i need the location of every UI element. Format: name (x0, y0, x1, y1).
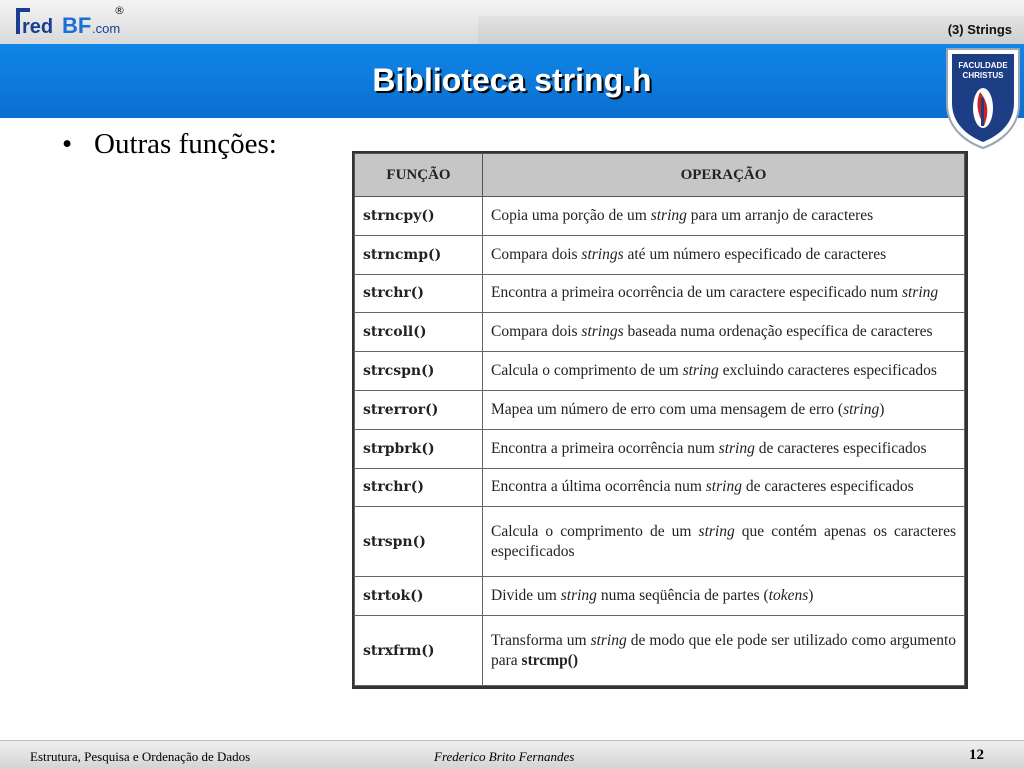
functions-table-container (352, 151, 968, 689)
function-name-cell: strcspn() (355, 352, 483, 391)
function-name-cell: strtok() (355, 577, 483, 616)
title-band (0, 44, 1024, 118)
top-header-strip (0, 0, 1024, 45)
fredbf-logo-graphic (14, 6, 126, 40)
operation-text-segment: Encontra a primeira ocorrência de um caractere especificado num (491, 284, 902, 302)
operation-description-cell (483, 352, 965, 391)
section-header-bar (478, 16, 1024, 44)
operation-description-cell (483, 468, 965, 507)
operation-text-segment: string (698, 522, 735, 540)
footer-course-title: Estrutura, Pesquisa e Ordenação de Dados (30, 749, 251, 764)
table-row (355, 507, 965, 577)
table-row (355, 274, 965, 313)
table-row (355, 468, 965, 507)
table-header-row (355, 154, 965, 197)
operation-text-segment: strcmp() (521, 651, 579, 669)
operation-text-segment: de modo que ele pode ser utilizado como argumento para (491, 631, 956, 669)
operation-description-cell (483, 390, 965, 429)
svg-text:red: red (22, 16, 54, 38)
operation-text-segment: Calcula o comprimento de um (491, 522, 699, 540)
footer-bar (0, 740, 1024, 769)
operation-description-cell (483, 197, 965, 236)
registered-mark: ® (114, 4, 125, 17)
footer-author: Frederico Brito Fernandes (434, 749, 575, 764)
operation-description-cell (483, 616, 965, 686)
operation-description-cell (483, 313, 965, 352)
svg-text:CHRISTUS: CHRISTUS (962, 71, 1004, 80)
svg-text:BF: BF (62, 13, 92, 38)
operation-text-segment: de caracteres especificados (741, 478, 914, 496)
operation-text-segment: string (705, 478, 742, 496)
operation-text-segment: Encontra a última ocorrência num (491, 478, 706, 496)
table-row (355, 577, 965, 616)
operation-text-segment: até um número especificado de caracteres (623, 245, 887, 263)
table-row (355, 390, 965, 429)
operation-text-segment: baseada numa ordenação específica de caracteres (623, 323, 933, 341)
operation-text-segment: para um arranjo de caracteres (686, 206, 874, 224)
function-name-cell: strerror() (355, 390, 483, 429)
operation-text-segment: Calcula o comprimento de um (491, 362, 683, 380)
table-row (355, 235, 965, 274)
operation-text-segment: ) (879, 400, 885, 418)
table-row (355, 352, 965, 391)
operation-text-segment: string (560, 587, 597, 605)
functions-table (354, 153, 965, 686)
svg-text:FACULDADE: FACULDADE (958, 61, 1008, 70)
operation-text-segment: string (718, 439, 755, 457)
function-name-cell: strspn() (355, 507, 483, 577)
operation-description-cell (483, 429, 965, 468)
operation-text-segment: string (650, 206, 687, 224)
slide-title: Biblioteca string.h (372, 62, 652, 98)
section-label: (3) Strings (947, 22, 1012, 37)
column-header-operacao: OPERAÇÃO (483, 154, 965, 197)
operation-text-segment: Compara dois (491, 245, 582, 263)
operation-description-cell (483, 274, 965, 313)
table-body (355, 197, 965, 686)
operation-text-segment: string (901, 284, 939, 302)
operation-text-segment: strings (581, 323, 624, 341)
page-number: 12 (969, 747, 984, 763)
operation-text-segment: Divide um (491, 587, 561, 605)
function-name-cell: strchr() (355, 274, 483, 313)
operation-text-segment: string (843, 400, 880, 418)
bullet-outras-funcoes (62, 128, 277, 161)
operation-text-segment: tokens (768, 587, 809, 605)
table-row (355, 197, 965, 236)
operation-text-segment: Compara dois (491, 323, 582, 341)
bullet-symbol: • (62, 128, 73, 160)
operation-text-segment: Encontra a primeira ocorrência num (491, 439, 719, 457)
operation-description-cell (483, 577, 965, 616)
operation-text-segment: Transforma um (491, 631, 591, 649)
operation-text-segment: que contém apenas os caracteres especificados (491, 522, 956, 560)
operation-text-segment: Mapea um número de erro com uma mensagem de erro ( (491, 400, 844, 418)
function-name-cell: strxfrm() (355, 616, 483, 686)
operation-text-segment: Copia uma porção de um (491, 206, 651, 224)
function-name-cell: strncmp() (355, 235, 483, 274)
function-name-cell: strpbrk() (355, 429, 483, 468)
operation-text-segment: numa seqüência de partes ( (596, 587, 769, 605)
function-name-cell: strchr() (355, 468, 483, 507)
operation-text-segment: string (590, 631, 627, 649)
column-header-funcao: FUNÇÃO (355, 154, 483, 197)
fredbf-logo (14, 6, 126, 40)
svg-text:.com: .com (92, 21, 121, 36)
operation-text-segment: de caracteres especificados (754, 439, 927, 457)
operation-text-segment: excluindo caracteres especificados (718, 362, 937, 380)
function-name-cell: strncpy() (355, 197, 483, 236)
table-row (355, 616, 965, 686)
operation-text-segment: string (682, 362, 719, 380)
function-name-cell: strcoll() (355, 313, 483, 352)
table-row (355, 429, 965, 468)
bullet-text: Outras funções: (94, 128, 277, 160)
operation-description-cell (483, 235, 965, 274)
operation-text-segment: strings (581, 245, 624, 263)
operation-text-segment: ) (808, 587, 814, 605)
faculdade-christus-shield-icon (944, 46, 1022, 150)
operation-description-cell (483, 507, 965, 577)
table-row (355, 313, 965, 352)
